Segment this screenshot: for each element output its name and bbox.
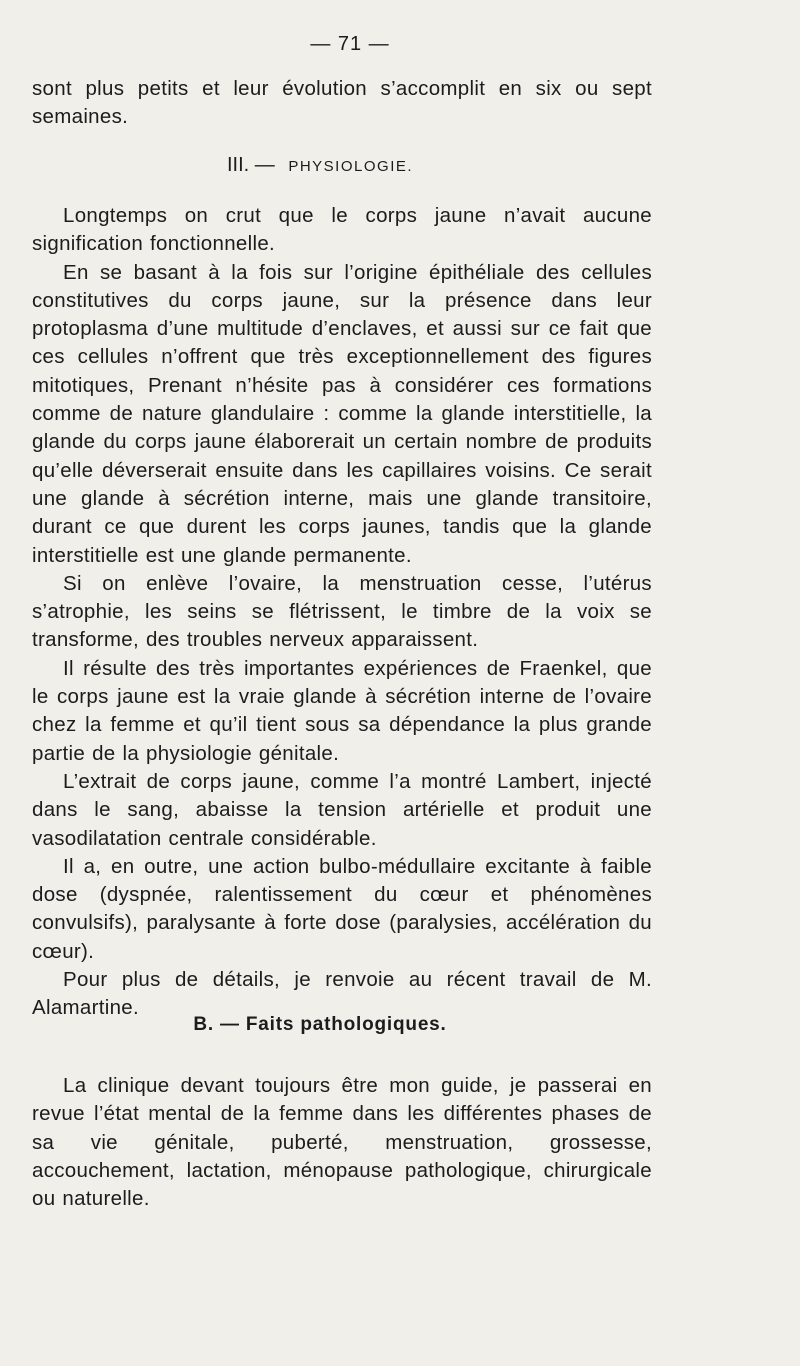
paragraph: Il résulte des très importantes expériences de Fraenkel, que le corps jaune est la vraie glande à sécrétion interne de l’ovaire chez la femme et qu’il tient sous sa dépendance la plus grande partie de la physiologie génitale. bbox=[32, 656, 652, 765]
intro-paragraph: sont plus petits et leur évolution s’accomplit en six ou sept semaines. bbox=[32, 77, 652, 129]
paragraph: La clinique devant toujours être mon guide, je passerai en revue l’état mental de la femme dans les différentes phases de sa vie génitale, puberté, menstruation, grossesse, accouchement, lactation, ménopause pathologique, chirurgicale ou naturelle. bbox=[32, 1074, 652, 1211]
section-heading-faits-pathologiques: B. — Faits pathologiques. bbox=[193, 1014, 447, 1035]
section-dash: — bbox=[254, 154, 275, 176]
physiologie-text bbox=[32, 202, 652, 1023]
paragraph: Longtemps on crut que le corps jaune n’avait aucune signification fonctionnelle. bbox=[32, 204, 652, 256]
intro-text bbox=[32, 75, 652, 132]
section-heading-physiologie bbox=[0, 154, 640, 177]
faits-pathologiques-text bbox=[32, 1072, 652, 1213]
paragraph: Il a, en outre, une action bulbo-médullaire excitante à faible dose (dyspnée, ralentissement du cœur et phénomènes convulsifs), paralysante à forte dose (paralysies, accélération du cœur). bbox=[32, 854, 652, 963]
page-number: — 71 — bbox=[310, 33, 390, 55]
paragraph: Pour plus de détails, je renvoie au récent travail de M. Alamartine. bbox=[32, 968, 652, 1020]
paragraph: L’extrait de corps jaune, comme l’a montré Lambert, injecté dans le sang, abaisse la tension artérielle et produit une vasodilatation centrale considérable. bbox=[32, 769, 652, 850]
paragraph: En se basant à la fois sur l’origine épithéliale des cellules constitutives du corps jaune, sur la présence dans leur protoplasma d’une multitude d’enclaves, et aussi sur ce fait que ces cellules n’offrent que très exceptionnellement des figures mitotiques, Prenant n’hésite pas à considérer ces formations comme de nature glandulaire : comme la glande interstitielle, la glande du corps jaune élaborerait un certain nombre de produits qu’elle déverserait ensuite dans les capillaires voisins. Ce serait une glande à sécrétion interne, mais une glande transitoire, durant ce que durent les corps jaunes, tandis que la glande interstitielle est une glande permanente. bbox=[32, 260, 652, 567]
section-numeral: III. bbox=[226, 154, 250, 176]
section-title: PHYSIOLOGIE. bbox=[288, 158, 414, 175]
paragraph: Si on enlève l’ovaire, la menstruation cesse, l’utérus s’atrophie, les seins se flétrissent, le timbre de la voix se transforme, des troubles nerveux apparaissent. bbox=[32, 571, 652, 652]
